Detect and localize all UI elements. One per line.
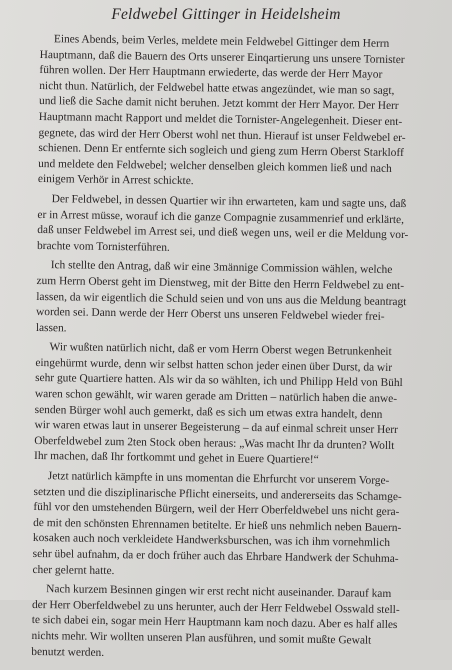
text-line: kosaken auch noch verkleidete Handwerksburschen, was ich ihm vornehmlich bbox=[32, 532, 391, 550]
text-line: wir waren etwas laut in unserer Begeisterung – da auf einmal schreit unser Herr bbox=[34, 419, 398, 437]
text-line: lassen, da wir eigentlich die Schuld seien und von uns aus die Meldung beantragt bbox=[36, 290, 407, 308]
text-line: te sich dabei ein, sogar mein Herr Hauptmann kam noch dazu. Aber es half alles bbox=[31, 614, 398, 632]
text-line: lassen. bbox=[35, 321, 67, 335]
paragraph-1 bbox=[38, 32, 438, 193]
text-line: Hauptmann, daß die Bauern des Orts unserer Einqartierung uns unsere Tornister bbox=[39, 48, 405, 66]
text-line: senden Bürger wohl auch gemerkt, daß es sich um etwas extra handelt, denn bbox=[34, 403, 383, 421]
text-line: benutzt werden. bbox=[31, 645, 105, 659]
text-line: gegnete, das wird der Herr Oberst wohl net thun. Hierauf ist unser Feldwebel er- bbox=[38, 126, 406, 144]
text-line: Jetzt natürlich kämpfte in uns momentan die Ehrfurcht vor unserem Vorge- bbox=[47, 470, 390, 487]
paragraph-4 bbox=[34, 340, 434, 470]
body-text bbox=[31, 32, 438, 670]
text-line: waren schon gewählt, wir waren gerade am Dritten – natürlich haben die anwe- bbox=[34, 388, 398, 406]
paragraph-3 bbox=[36, 258, 435, 342]
text-line: der Herr Oberfeldwebel zu uns herunter, auch der Herr Feldwebel Osswald stell- bbox=[31, 598, 400, 616]
text-line: de mit den schönsten Ehrennamen betitelte. Er hieß uns nehmlich neben Bauern- bbox=[33, 516, 402, 534]
text-line: sehr gute Quartiere hatten. Als wir da so wählten, ich und Philipp Held von Bühl bbox=[35, 372, 403, 390]
text-line: und ließ die Sache damit nicht beruhen. Jetzt kommt der Herr Mayor. Der Herr bbox=[38, 95, 399, 113]
text-line: Wir wußten natürlich nicht, daß er vom Herrn Oberst wegen Betrunkenheit bbox=[49, 341, 392, 359]
text-line: Ihr machen, daß Ihr fortkommt und gehet in Euere Quartiere!“ bbox=[33, 450, 319, 467]
paragraph-5 bbox=[32, 469, 431, 584]
text-line: fühl vor den umstehenden Bürgern, weil der Herr Oberfeldwebel uns nicht gerа- bbox=[33, 501, 400, 519]
text-line: Ich stellte den Antrag, daß wir eine 3männige Commission wählen, welche bbox=[50, 259, 393, 277]
text-line: sehr übel aufnahm, da er doch früher auch das Ehrbare Handwerk der Schuhma- bbox=[32, 547, 399, 566]
text-line: führen wollen. Der Herr Hauptmann erwiederte, das werde der Herr Mayor bbox=[39, 64, 383, 81]
text-line: Eines Abends, beim Verles, meldete mein Feldwebel Gittinger dem Herrn bbox=[53, 33, 390, 50]
text-line: daß unser Feldwebel im Arrest sei, und dieß wegen uns, weil er die Meldung vor- bbox=[37, 224, 409, 242]
text-line: Der Feldwebel, in dessen Quartier wir ihn erwarteten, kam und sagte uns, daß bbox=[51, 193, 407, 211]
text-line: Hauptmann macht Rapport und meldet die Tornister-Angelegenheit. Dieser ent- bbox=[38, 110, 403, 129]
text-line: brachte vom Tornisterführen. bbox=[36, 239, 170, 254]
text-line: worden sei. Dann werde der Herr Oberst uns unseren Feldwebel wieder frei- bbox=[36, 306, 385, 323]
page-title: Feldwebel Gittinger in Heidelsheim bbox=[111, 6, 341, 23]
text-line: einigem Verhör in Arrest schickte. bbox=[37, 173, 194, 188]
text-line: nicht thun. Natürlich, der Feldwebel hatte etwas angezündet, wie man so sagt, bbox=[39, 79, 395, 97]
text-line: er in Arrest müsse, worauf ich die ganze Compagnie zusammenrief und erklärte, bbox=[37, 208, 405, 226]
text-line: setzten und die disziplinarische Pflicht einerseits, und andererseits das Schamge- bbox=[33, 485, 402, 503]
text-line: Oberfeldwebel zum 2ten Stock oben heraus: „Was macht Ihr da drunten? Wollt bbox=[34, 434, 395, 452]
text-line: zum Herrn Oberst geht im Dienstweg, mit der Bitte den Herrn Feldwebel zu ent- bbox=[36, 274, 405, 293]
text-line: nichts mehr. Wir wollten unseren Plan ausführen, und somit mußte Gewalt bbox=[31, 629, 372, 647]
text-line: cher gelernt hatte. bbox=[32, 563, 115, 577]
text-line: Nach kurzem Besinnen gingen wir erst recht nicht auseinander. Darauf kam bbox=[46, 583, 392, 601]
text-line: eingehürmt wurde, denn wir selbst hatten schon jeder einen über Durst, da wir bbox=[35, 356, 393, 374]
paragraph-2 bbox=[37, 192, 436, 260]
text-line: schienen. Denn Er entfernte sich sogleich und gieng zum Herrn Oberst Starkloff bbox=[38, 142, 404, 160]
text-line: und meldete den Feldwebel; welcher denselben gleich kommen ließ und nach bbox=[38, 157, 392, 175]
paragraph-6 bbox=[31, 582, 430, 666]
